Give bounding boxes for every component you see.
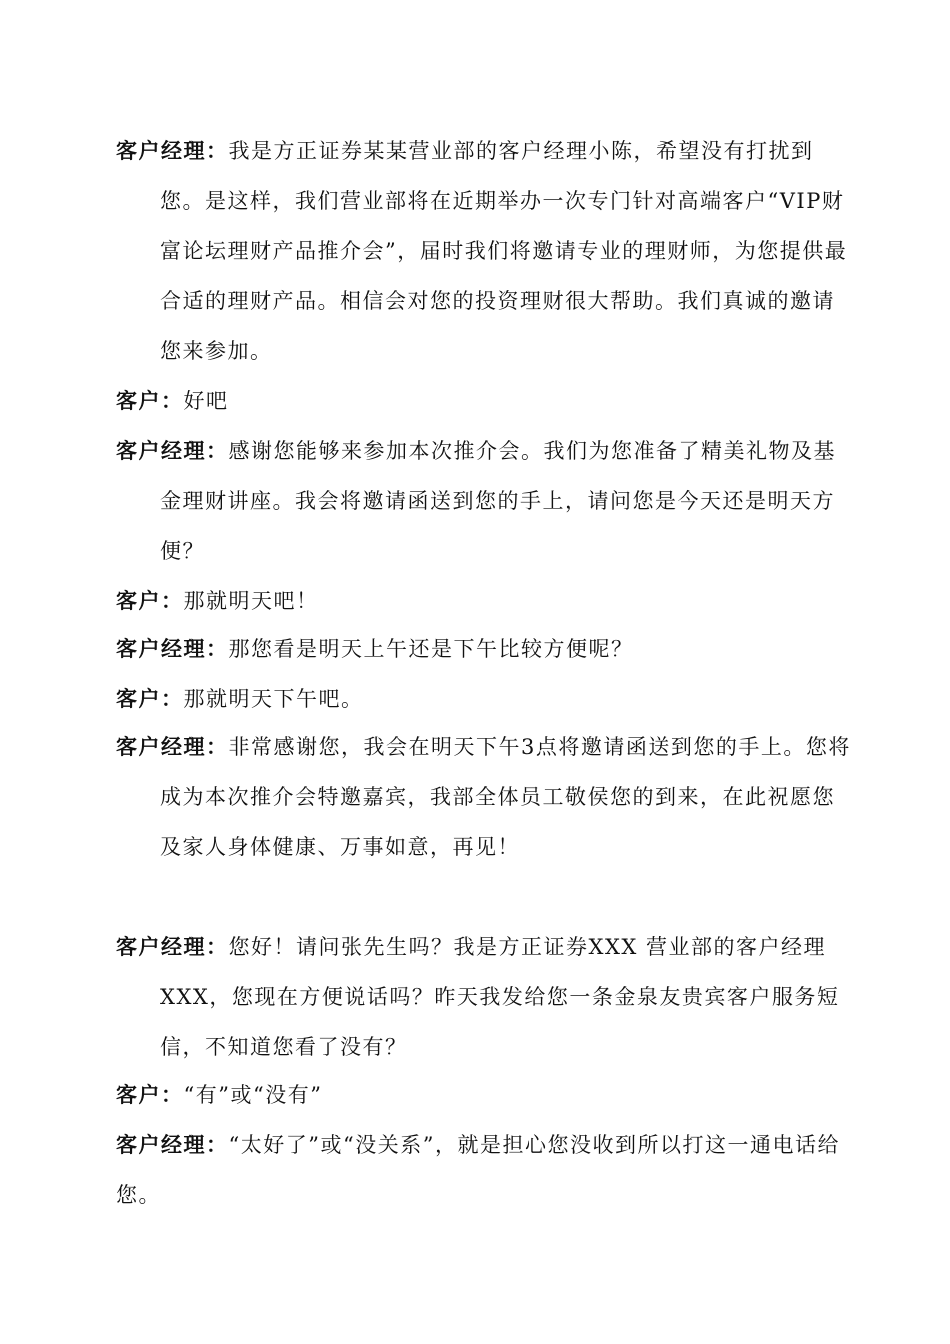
speaker-separator: ： bbox=[206, 138, 229, 163]
speaker-label: 客户经理 bbox=[116, 934, 206, 959]
dialogue-text: “太好了”或“没关系”，就是担心您没收到所以打这一通电话给您。 bbox=[116, 1133, 840, 1207]
dialogue-entry bbox=[116, 126, 856, 376]
speaker-label: 客户 bbox=[116, 388, 161, 413]
dialogue-text: 好吧 bbox=[183, 389, 229, 413]
dialogue-entry bbox=[116, 722, 856, 872]
dialogue-entry bbox=[116, 376, 856, 426]
dialogue-text: 那就明天吧！ bbox=[183, 589, 319, 613]
dialogue-entry bbox=[116, 922, 856, 1072]
dialogue-entry bbox=[116, 426, 856, 576]
speaker-label: 客户经理 bbox=[116, 1132, 206, 1157]
dialogue-entry bbox=[116, 624, 856, 674]
dialogue-entry bbox=[116, 674, 856, 724]
dialogue-entry bbox=[116, 1120, 856, 1220]
speaker-separator: ： bbox=[206, 934, 229, 959]
speaker-separator: ： bbox=[161, 588, 184, 613]
speaker-separator: ： bbox=[206, 1132, 229, 1157]
dialogue-entry bbox=[116, 576, 856, 626]
dialogue-entry bbox=[116, 1070, 856, 1120]
dialogue-text: 我是方正证券某某营业部的客户经理小陈，希望没有打扰到您。是这样，我们营业部将在近期举办一次专门针对高端客户“VIP财富论坛理财产品推介会”，届时我们将邀请专业的理财师，为您提供最合适的理财产品。相信会对您的投资理财很大帮助。我们真诚的邀请您来参加。 bbox=[160, 139, 848, 363]
speaker-separator: ： bbox=[161, 1082, 184, 1107]
speaker-separator: ： bbox=[161, 686, 184, 711]
speaker-label: 客户经理 bbox=[116, 438, 206, 463]
speaker-label: 客户 bbox=[116, 686, 161, 711]
dialogue-text: 那您看是明天上午还是下午比较方便呢？ bbox=[228, 637, 634, 661]
dialogue-text: “有”或“没有” bbox=[183, 1083, 323, 1107]
dialogue-text: 那就明天下午吧。 bbox=[183, 687, 364, 711]
speaker-label: 客户经理 bbox=[116, 138, 206, 163]
dialogue-text: 非常感谢您，我会在明天下午3点将邀请函送到您的手上。您将成为本次推介会特邀嘉宾，我部全体员工敬侯您的到来，在此祝愿您及家人身体健康、万事如意，再见！ bbox=[160, 735, 851, 859]
dialogue-text: 感谢您能够来参加本次推介会。我们为您准备了精美礼物及基金理财讲座。我会将邀请函送到您的手上，请问您是今天还是明天方便？ bbox=[160, 439, 836, 563]
speaker-separator: ： bbox=[206, 636, 229, 661]
dialogue-text: 您好！请问张先生吗？我是方正证券XXX 营业部的客户经理XXX，您现在方便说话吗？昨天我发给您一条金泉友贵宾客户服务短信，不知道您看了没有？ bbox=[160, 935, 840, 1059]
speaker-label: 客户经理 bbox=[116, 734, 206, 759]
speaker-separator: ： bbox=[206, 438, 229, 463]
speaker-label: 客户 bbox=[116, 1082, 161, 1107]
speaker-separator: ： bbox=[206, 734, 229, 759]
speaker-label: 客户 bbox=[116, 588, 161, 613]
speaker-label: 客户经理 bbox=[116, 636, 206, 661]
speaker-separator: ： bbox=[161, 388, 184, 413]
